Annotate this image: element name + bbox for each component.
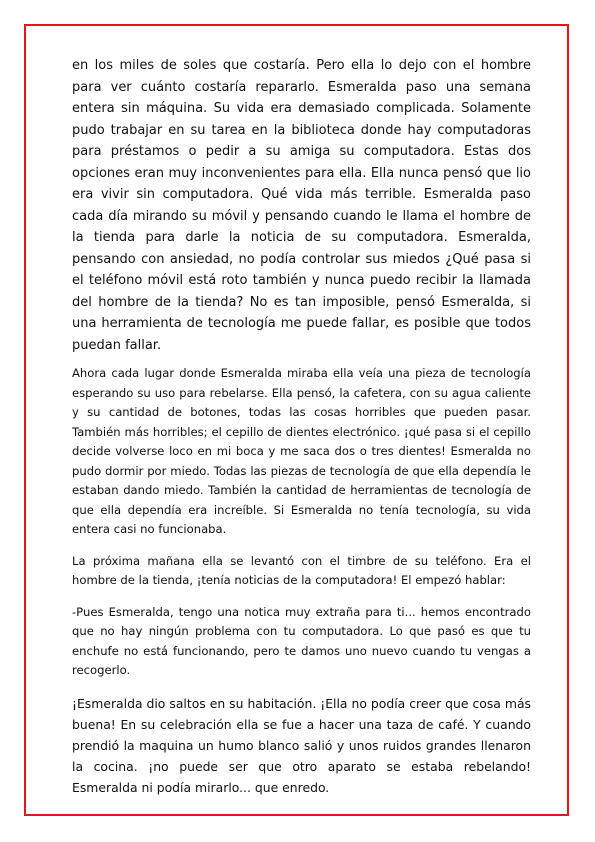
paragraph-1: en los miles de soles que costaría. Pero ella lo dejo con el hombre para ver cuánto costaría repararlo. Esmeralda paso una semana entera sin máquina. Su vida era demasiado complicada. Solamente pudo trabajar en su tarea en la biblioteca donde hay computadoras para préstamos o pedir a su amiga su computadora. Estas dos opciones eran muy inconvenientes para ella. Ella nunca pensó que lio era vivir sin computadora. Qué vida más terrible. Esmeralda paso cada día mirando su móvil y pensando cuando le llama el hombre de la tienda para darle la noticia de su computadora. Esmeralda, pensando con ansiedad, no podía controlar sus miedos ¿Qué pasa si el teléfono móvil está roto también y nunca puedo recibir la llamada del hombre de la tienda? No es tan imposible, pensó Esmeralda, si una herramienta de tecnología me puede fallar, es posible que todos puedan fallar. [72, 58, 531, 353]
paragraph-2: Ahora cada lugar donde Esmeralda miraba ella veía una pieza de tecnología esperando su uso para rebelarse. Ella pensó, la cafetera, con su agua caliente y su cantidad de botones, todas las cosas horribles que pueden pasar. También más horribles; el cepillo de dientes electrónico. ¡qué pasa si el cepillo decide volverse loco en mi boca y me saca dos o tres dientes! Esmeralda no pudo dormir por miedo. Todas las piezas de tecnología de que ella dependía le estaban dando miedo. También la cantidad de herramientas de tecnología de que ella dependía era increíble. Si Esmeralda no tenía tecnología, su vida entera casi no funcionaba. [72, 366, 531, 536]
paragraph-4: -Pues Esmeralda, tengo una notica muy extraña para ti... hemos encontrado que no hay ningún problema con tu computadora. Lo que pasó es que tu enchufe no está funcionando, pero te damos uno nuevo cuando tu vengas a recogerlo. [72, 604, 531, 677]
paragraph-3: La próxima mañana ella se levantó con el timbre de su teléfono. Era el hombre de la tienda, ¡tenía noticias de la computadora! El empezó hablar: [72, 553, 531, 587]
story-text [72, 55, 531, 798]
paragraph-5: ¡Esmeralda dio saltos en su habitación. ¡Ella no podía creer que cosa más buena! En su celebración ella se fue a hacer una taza de café. Y cuando prendió la maquina un humo blanco salió y unos ruidos grandes llenaron la cocina. ¡no puede ser que otro aparato se estaba rebelando! Esmeralda ni podía mirarlo... que enredo. [72, 695, 531, 795]
